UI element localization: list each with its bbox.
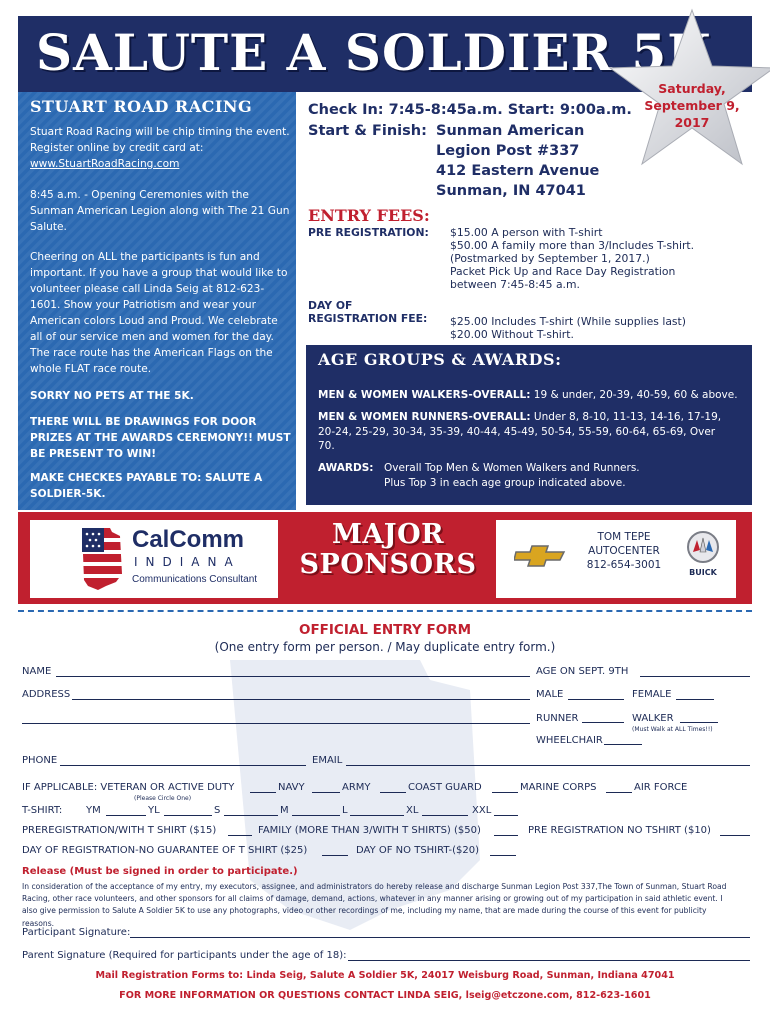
email-label: EMAIL bbox=[312, 755, 343, 766]
calcomm-tagline: Communications Consultant bbox=[132, 574, 258, 585]
air-force-field[interactable] bbox=[606, 792, 632, 793]
fee-line: $20.00 Without T-shirt. bbox=[450, 328, 574, 341]
tepe-info bbox=[568, 530, 680, 572]
release-text: In consideration of the acceptance of my entry, my executors, assignee, and administrators do hereby release and discharge Sunman Legion Post 337,The Town of Sunman, Stuart Road Racing, other race volunteers, and other sponsors for all claims of damage, demand, actions, whatever in any manner arising or growing out of my participation in said athletic event. I also give permission to Salute A Soldier 5K to use any photographs, video or other recordings of me, including my name, that are made during the course of this event for publicity reasons. bbox=[22, 882, 727, 928]
info-panel bbox=[18, 92, 296, 510]
female-field[interactable] bbox=[676, 699, 714, 700]
address-label: ADDRESS bbox=[22, 689, 71, 700]
navy-option[interactable]: NAVY bbox=[278, 782, 305, 793]
veteran-label: IF APPLICABLE: VETERAN OR ACTIVE DUTY bbox=[22, 782, 235, 793]
major-line: SPONSORS bbox=[299, 549, 477, 580]
tepe-line: AUTOCENTER bbox=[588, 545, 660, 557]
entry-fees-title: ENTRY FEES: bbox=[308, 206, 430, 225]
chip-timing-text: Stuart Road Racing will be chip timing the event. Register online by credit card at: bbox=[30, 126, 290, 154]
contact-info: FOR MORE INFORMATION OR QUESTIONS CONTACT LINDA SEIG, lseig@etczone.com, 812-623-1601 bbox=[119, 990, 651, 1001]
name-label: NAME bbox=[22, 666, 52, 677]
fee-line: $25.00 Includes T-shirt (While supplies last) bbox=[450, 315, 687, 328]
marine-corps-option[interactable]: MARINE CORPS bbox=[520, 782, 597, 793]
phone-field[interactable] bbox=[60, 765, 306, 766]
family-label: FAMILY (MORE THAN 3/WITH T SHIRTS) ($50) bbox=[258, 825, 481, 836]
family-field[interactable] bbox=[494, 835, 518, 836]
event-location bbox=[436, 121, 599, 201]
panel-title: STUART ROAD RACING bbox=[30, 97, 253, 116]
address-field[interactable] bbox=[72, 699, 530, 700]
location-line: Legion Post #337 bbox=[436, 143, 580, 159]
chevrolet-icon bbox=[514, 544, 566, 568]
fee-line: Packet Pick Up and Race Day Registration bbox=[450, 265, 676, 278]
ceremony-text: 8:45 a.m. - Opening Ceremonies with the Sunman American Legion along with The 21 Gun Salute. bbox=[30, 189, 290, 233]
buick-label: BUICK bbox=[689, 568, 717, 577]
date-line: Saturday, bbox=[658, 81, 726, 96]
calcomm-logo bbox=[30, 520, 278, 598]
name-field[interactable] bbox=[56, 676, 530, 677]
awards-line: Plus Top 3 in each age group indicated above. bbox=[384, 476, 626, 489]
walkers-ages: 19 & under, 20-39, 40-59, 60 & above. bbox=[533, 389, 738, 401]
size-field[interactable] bbox=[350, 815, 404, 816]
day-noshirt-field[interactable] bbox=[490, 855, 516, 856]
indiana-flag-icon bbox=[76, 526, 130, 592]
location-line: 412 Eastern Avenue bbox=[436, 163, 600, 179]
day-of-label bbox=[308, 299, 427, 325]
tshirt-label: T-SHIRT: bbox=[22, 805, 63, 816]
age-field[interactable] bbox=[640, 676, 750, 677]
runner-field[interactable] bbox=[582, 722, 624, 723]
website-link[interactable]: www.StuartRoadRacing.com bbox=[30, 158, 180, 170]
runner-label: RUNNER bbox=[536, 713, 579, 724]
calcomm-name: CalComm bbox=[132, 526, 245, 553]
participant-signature-label: Participant Signature: bbox=[22, 927, 131, 938]
date-line: September 9, bbox=[644, 98, 740, 113]
fee-line: between 7:45-8:45 a.m. bbox=[450, 278, 580, 291]
male-field[interactable] bbox=[568, 699, 624, 700]
fee-line: $50.00 A family more than 3/Includes T-shirt. bbox=[450, 239, 695, 252]
runners-label: MEN & WOMEN RUNNERS-OVERALL: bbox=[318, 411, 531, 423]
prereg-noshirt-field[interactable] bbox=[720, 835, 750, 836]
checkin-time: Check In: 7:45-8:45a.m. Start: 9:00a.m. bbox=[308, 102, 632, 118]
prereg-noshirt-label: PRE REGISTRATION NO TSHIRT ($10) bbox=[528, 825, 711, 836]
cut-line bbox=[18, 610, 752, 612]
fee-line: $15.00 A person with T-shirt bbox=[450, 226, 603, 239]
wheelchair-field[interactable] bbox=[604, 744, 642, 745]
size-option[interactable]: YM bbox=[86, 805, 101, 816]
date-line: 2017 bbox=[674, 115, 710, 130]
fee-line: (Postmarked by September 1, 2017.) bbox=[450, 252, 650, 265]
walkers-label: MEN & WOMEN WALKERS-OVERALL: bbox=[318, 389, 531, 401]
navy-field[interactable] bbox=[250, 792, 276, 793]
pre-registration-label: PRE REGISTRATION: bbox=[308, 226, 429, 239]
calcomm-state: INDIANA bbox=[134, 555, 241, 569]
event-date bbox=[636, 80, 748, 131]
day-noshirt-label: DAY OF NO TSHIRT-($20) bbox=[356, 845, 480, 856]
walkers-groups bbox=[318, 388, 748, 403]
male-label: MALE bbox=[536, 689, 564, 700]
wheelchair-label: WHEELCHAIR bbox=[536, 735, 603, 746]
phone-label: PHONE bbox=[22, 755, 58, 766]
size-option[interactable]: XL bbox=[406, 805, 419, 816]
parent-signature-field[interactable] bbox=[348, 960, 750, 961]
circle-one-note: (Please Circle One) bbox=[134, 795, 192, 802]
size-field[interactable] bbox=[106, 815, 146, 816]
coast-guard-field[interactable] bbox=[380, 792, 406, 793]
day-of-label-line: DAY OF bbox=[308, 299, 353, 312]
day-guarantee-label: DAY OF REGISTRATION-NO GUARANTEE OF T SHIRT ($25) bbox=[22, 845, 308, 856]
pre-registration-fees bbox=[450, 226, 694, 291]
location-line: Sunman, IN 47041 bbox=[436, 183, 586, 199]
day-of-fees bbox=[450, 315, 686, 341]
mail-instructions: Mail Registration Forms to: Linda Seig, Salute A Soldier 5K, 24017 Weisburg Road, Sunman, Indiana 47041 bbox=[95, 970, 675, 981]
size-option[interactable]: M bbox=[280, 805, 289, 816]
age-groups-title: AGE GROUPS & AWARDS: bbox=[318, 350, 562, 369]
size-option[interactable]: S bbox=[214, 805, 221, 816]
size-option[interactable]: YL bbox=[148, 805, 160, 816]
payable-notice: MAKE CHECKES PAYABLE TO: SALUTE A SOLDIER-5K. bbox=[30, 472, 263, 500]
age-label: AGE ON SEPT. 9TH bbox=[536, 666, 629, 677]
size-option[interactable]: L bbox=[342, 805, 348, 816]
tepe-line: TOM TEPE bbox=[597, 531, 651, 543]
size-field[interactable] bbox=[292, 815, 340, 816]
no-pets-notice: SORRY NO PETS AT THE 5K. bbox=[30, 390, 194, 402]
address-field-2[interactable] bbox=[22, 723, 530, 724]
volunteer-text: Cheering on ALL the participants is fun and important. If you have a group that would like to volunteer please call Linda Seig at 812-623-1601. Show your Patriotism and wear your American colors Loud and Proud. We celebrate all of our service men and women for the day. The race route has the American Flags on the whole FLAT race route. bbox=[30, 251, 288, 375]
day-of-label-line: REGISTRATION FEE: bbox=[308, 312, 428, 325]
door-prizes-notice: THERE WILL BE DRAWINGS FOR DOOR PRIZES AT THE AWARDS CEREMONY!! MUST BE PRESENT TO WIN! bbox=[30, 416, 291, 460]
prereg-shirt-label: PREREGISTRATION/WITH T SHIRT ($15) bbox=[22, 825, 217, 836]
size-field[interactable] bbox=[422, 815, 468, 816]
air-force-option[interactable]: AIR FORCE bbox=[634, 782, 688, 793]
major-line: MAJOR bbox=[331, 519, 445, 550]
buick-icon bbox=[686, 530, 720, 564]
start-finish-label: Start & Finish: bbox=[308, 123, 427, 139]
day-guarantee-field[interactable] bbox=[322, 855, 348, 856]
awards-label: AWARDS: bbox=[318, 462, 374, 474]
major-sponsors-heading bbox=[290, 520, 486, 580]
walker-label: WALKER bbox=[632, 713, 674, 724]
army-field[interactable] bbox=[312, 792, 340, 793]
participant-signature-field[interactable] bbox=[130, 937, 750, 938]
female-label: FEMALE bbox=[632, 689, 672, 700]
size-field[interactable] bbox=[164, 815, 212, 816]
awards-line: Overall Top Men & Women Walkers and Runners. bbox=[384, 462, 640, 474]
form-subtitle: (One entry form per person. / May duplicate entry form.) bbox=[214, 640, 556, 654]
location-line: Sunman American bbox=[436, 123, 585, 139]
tepe-line: 812-654-3001 bbox=[586, 559, 662, 571]
tepe-sponsor bbox=[496, 520, 736, 598]
parent-signature-label: Parent Signature (Required for participants under the age of 18): bbox=[22, 950, 347, 961]
page-title: SALUTE A SOLDIER 5K bbox=[36, 23, 712, 82]
release-title: Release (Must be signed in order to participate.) bbox=[22, 866, 298, 877]
email-field[interactable] bbox=[346, 765, 750, 766]
size-field[interactable] bbox=[494, 815, 518, 816]
awards-text bbox=[384, 461, 640, 490]
prereg-shirt-field[interactable] bbox=[228, 835, 252, 836]
size-field[interactable] bbox=[224, 815, 278, 816]
walker-field[interactable] bbox=[680, 722, 718, 723]
army-option[interactable]: ARMY bbox=[342, 782, 371, 793]
size-option[interactable]: XXL bbox=[472, 805, 492, 816]
form-title: OFFICIAL ENTRY FORM bbox=[298, 622, 471, 638]
coast-guard-option[interactable]: COAST GUARD bbox=[408, 782, 482, 793]
walker-note: (Must Walk at ALL Times!!) bbox=[632, 726, 713, 733]
marine-field[interactable] bbox=[492, 792, 518, 793]
runners-ages: Under 8, 8-10, 11-13, 14-16, 17-19, 20-24, 25-29, 30-34, 35-39, 40-44, 45-49, 50-54, 55-59, 60-64, 65-69, Over 70. bbox=[318, 411, 722, 452]
runners-groups bbox=[318, 410, 728, 454]
